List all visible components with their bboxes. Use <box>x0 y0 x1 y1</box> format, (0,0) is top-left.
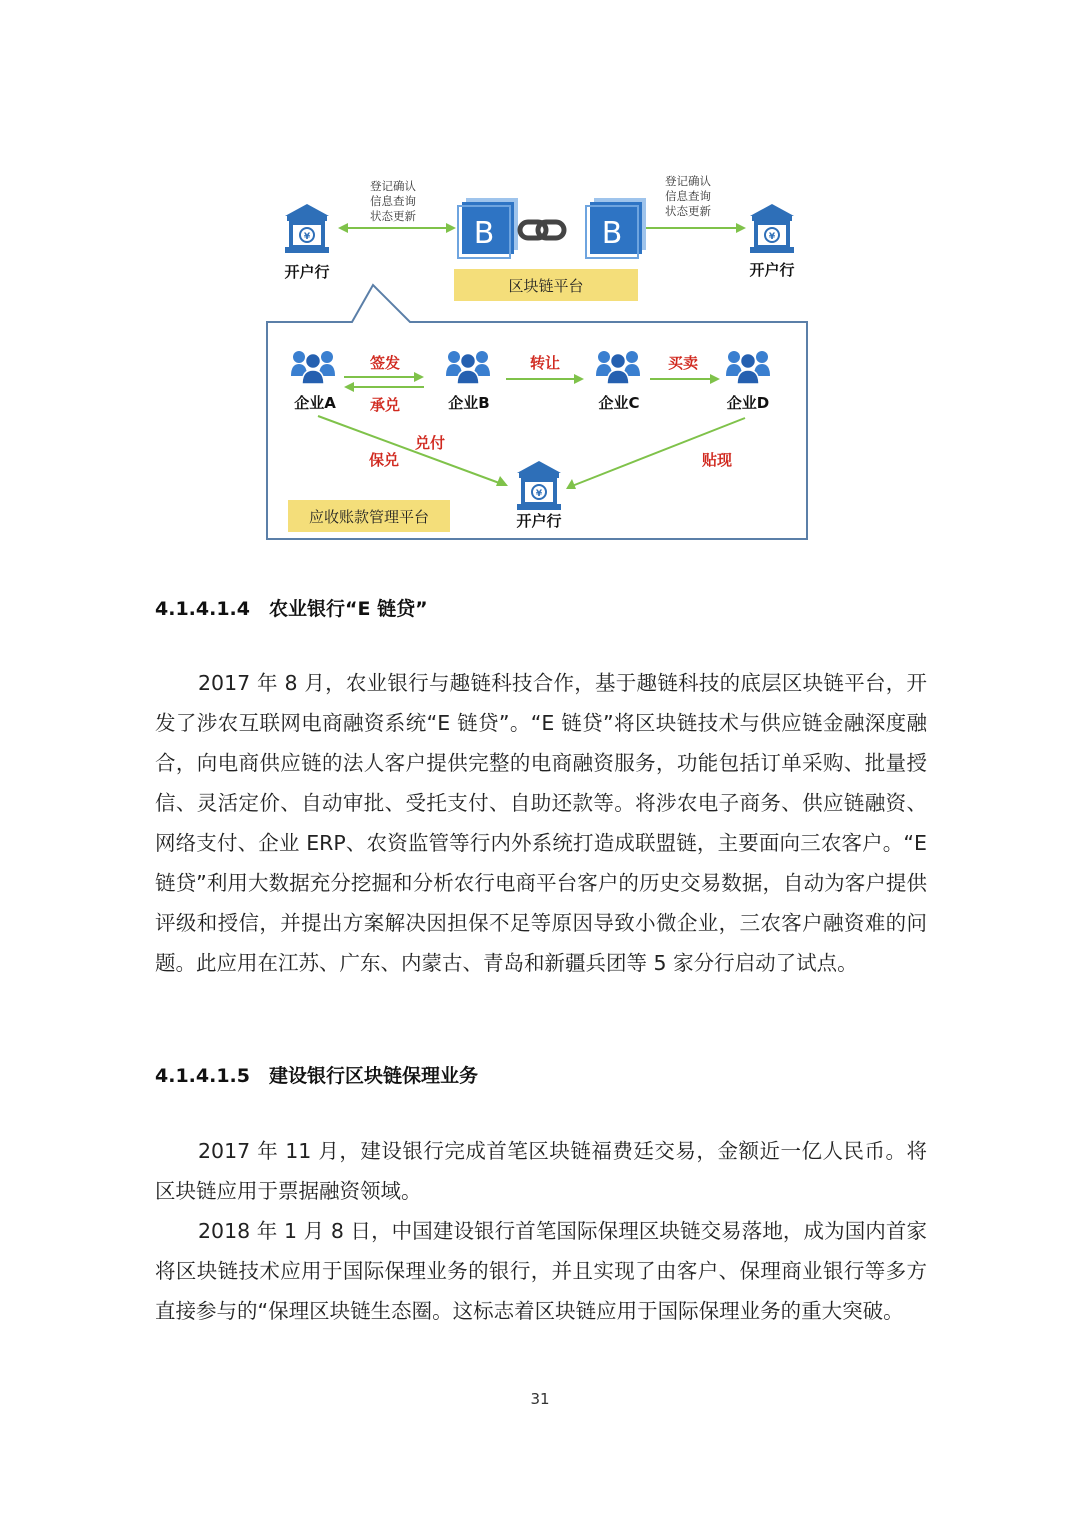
blockchain-platform-label: 区块链平台 <box>508 277 584 295</box>
block-letter-left: B <box>473 216 495 251</box>
section-number: 4.1.4.1.4 <box>155 598 250 620</box>
enterprise-c-label: 企业C <box>598 394 640 412</box>
transfer-label: 转让 <box>529 354 561 372</box>
enterprise-a-label: 企业A <box>294 394 336 412</box>
section-title: 建设银行区块链保理业务 <box>269 1065 479 1087</box>
blockchain-receivables-diagram: ¥ 开户行 开户行 登记确认 信息查询 状态更新 登记确认 信息查询 状态更新 B B 区块链平台 企业A 企业B 企业C 企业D 签发 承兑 转让 买卖 兑付 保兑 贴现 开户行 应收账款管理平台 <box>240 150 820 550</box>
left-arrow-line-1: 登记确认 <box>370 179 416 193</box>
right-bank-label: 开户行 <box>749 261 795 279</box>
body-paragraph: 2017 年 8 月，农业银行与趣链科技合作，基于趣链科技的底层区块链平台，开发了涉农互联网电商融资系统“E 链贷”。“E 链贷”将区块链技术与供应链金融深度融合，向电商供应链的法人客户提供完整的电商融资服务，功能包括订单采购、批量授信、灵活定价、自动审批、受托支付、自助还款等。将涉农电子商务、供应链融资、网络支付、企业 ERP、农资监管等行内外系统打造成联盟链，主要面向三农客户。“E 链贷”利用大数据充分挖掘和分析农行电商平台客户的历史交易数据，自动为客户提供评级和授信，并提出方案解决因担保不足等原因导致小微企业，三农客户融资难的问题。此应用在江苏、广东、内蒙古、青岛和新疆兵团等 5 家分行启动了试点。 <box>155 671 927 975</box>
enterprise-b-label: 企业B <box>448 394 490 412</box>
issue-label: 签发 <box>369 354 401 372</box>
chain-link-icon <box>520 222 564 238</box>
bank-icon-right <box>750 204 794 253</box>
receivables-platform-label: 应收账款管理平台 <box>308 508 430 526</box>
discount-label: 贴现 <box>701 451 733 469</box>
trade-label: 买卖 <box>667 354 699 372</box>
left-arrow-line-2: 信息查询 <box>370 194 416 208</box>
right-arrow-line-2: 信息查询 <box>665 189 711 203</box>
guarantee-label: 保兑 <box>368 451 400 469</box>
page-number: 31 <box>530 1390 550 1408</box>
enterprise-d-label: 企业D <box>726 394 770 412</box>
right-arrow-line-3: 状态更新 <box>665 204 711 218</box>
pay-label: 兑付 <box>414 434 446 452</box>
bank-icon-left <box>285 204 329 253</box>
accept-label: 承兑 <box>369 396 401 414</box>
body-paragraph: 2017 年 11 月，建设银行完成首笔区块链福费廷交易，金额近一亿人民币。将区块链应用于票据融资领域。 <box>155 1139 927 1203</box>
block-letter-right: B <box>601 216 623 251</box>
right-arrow-line-1: 登记确认 <box>665 174 711 188</box>
section-heading <box>155 1061 478 1088</box>
bottom-bank-label: 开户行 <box>516 512 562 530</box>
left-arrow-line-3: 状态更新 <box>370 209 416 223</box>
section-title: 农业银行“E 链贷” <box>269 598 428 620</box>
section-heading <box>155 594 428 621</box>
section-number: 4.1.4.1.5 <box>155 1065 250 1087</box>
body-paragraph: 2018 年 1 月 8 日，中国建设银行首笔国际保理区块链交易落地，成为国内首家将区块链技术应用于国际保理业务的银行，并且实现了由客户、保理商业银行等多方直接参与的“保理区块链生态圈。这标志着区块链应用于国际保理业务的重大突破。 <box>155 1219 927 1323</box>
left-bank-label: 开户行 <box>284 263 330 281</box>
